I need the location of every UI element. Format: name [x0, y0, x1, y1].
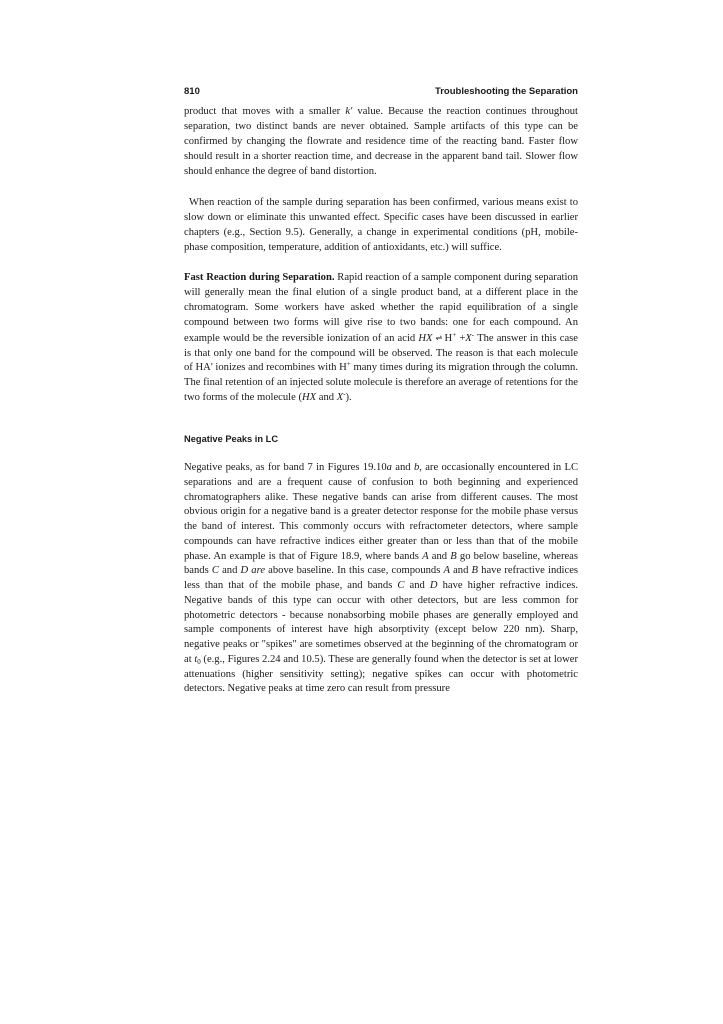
charge-minus: -: [343, 390, 346, 399]
band-label: D are: [240, 565, 266, 577]
band-label: D: [429, 580, 438, 591]
text-run: The answer in this case is that only one band for the compound will be observed. The reason is that each molecule of HA' ionizes and recombines with H: [184, 332, 578, 374]
text-run: Negative peaks, as for band 7 in Figures 19.10: [184, 462, 387, 473]
paragraph-reaction-confirmed: When reaction of the sample during separation has been confirmed, various means exist to slow down or eliminate this unwanted effect. Specific cases have been discussed in earlier chapters (e.g., Section 9.5). Generally, a change in experimental conditions (pH, mobile-phase composition, temperature, addition of antioxidants, etc.) will suffice.: [184, 197, 578, 253]
run-in-heading: Fast Reaction during Separation.: [184, 272, 335, 283]
text-run: and: [404, 580, 430, 591]
text-run: ).: [345, 392, 352, 404]
page-header: [184, 86, 578, 100]
text-run: many times during its migration through the column. The final retention of an injected solute molecule is therefore an average of retentions for the two forms of the molecule (: [184, 362, 579, 404]
text-run: have refractive indices less than that of the mobile phase, and bands: [184, 565, 579, 591]
page-number: 810: [184, 86, 200, 97]
paragraph-negative-peaks: [184, 461, 578, 697]
band-label: B: [471, 565, 479, 577]
band-label: A: [422, 550, 429, 562]
equilibrium-arrows: ⇌: [435, 332, 442, 342]
band-label: A: [443, 565, 450, 577]
text-run: (e.g., Figures 2.24 and 10.5). These are generally found when the detector is set at lower attenuations (higher sensitivity setting); negative spikes can occur with photometric detectors. Negative peaks at time zero can result from pressure: [184, 653, 578, 695]
text-run: and: [428, 550, 451, 562]
running-title: Troubleshooting the Separation: [434, 86, 578, 97]
text-run: have higher refractive indices. Negative bands of this type can occur with other detectors, but are less common for photometric detectors - because nonabsorbing mobile phases are generally employed and sample components of interest have high absorptivity (except below 220 nm). Sharp, negative peaks or "spikes" are sometimes observed at the beginning of the chromatogram or at: [184, 580, 579, 665]
charge-plus: +: [346, 360, 351, 369]
text-run: and: [218, 565, 241, 577]
band-label: B: [450, 550, 457, 562]
text-run: Rapid reaction of a sample component during separation will generally mean the final elution of a single product band, at a different place in the chromatogram. Some workers have asked whether the rapid equilibration of a single compound between two forms will give rise to two bands: one for each compound. An example would be the reversible ionization of an acid: [184, 272, 578, 344]
text-run: product that moves with a smaller: [184, 106, 346, 117]
plus-sign: +: [456, 332, 466, 344]
formula-x: X: [336, 392, 344, 404]
text-run: and: [391, 462, 414, 473]
section-heading: Negative Peaks in LC: [184, 434, 279, 444]
formula-h: H: [441, 332, 453, 344]
k-prime-symbol: k': [345, 106, 353, 117]
paragraph-fast-reaction: [184, 271, 578, 406]
text-run: and: [316, 392, 337, 404]
text-run: above baseline. In this case, compounds: [265, 565, 444, 577]
text-run: are occasionally encountered in LC separations and are a frequent cause of confusion to both beginning and experienced chromatographers alike. These negative bands can arise from different causes. The most obvious origin for a negative band is a greater detector response for the mobile phase versus the band of interest. This commonly occurs with refractometer detectors, where sample compounds can have refractive indices either greater than or less than that of the mobile phase. An example is that of Figure 18.9, where bands: [184, 462, 579, 562]
formula-x: X: [465, 332, 472, 344]
text-run: value. Because the reaction continues throughout separation, two distinct bands are never obtained. Sample artifacts of this type can be confirmed by changing the flowrate and residence time of the reacting band. Faster flow should result in a shorter reaction time, and decrease in the apparent band tail. Slower flow should enhance the degree of band distortion.: [184, 106, 578, 177]
text-run: go below baseline, whereas bands: [184, 550, 579, 577]
formula-hx: HX: [418, 332, 433, 344]
charge-minus: -: [471, 330, 475, 339]
italic-letter: a: [386, 462, 392, 473]
time-zero-subscript: 0: [197, 657, 201, 666]
paragraph-band-tail: [184, 105, 578, 180]
time-zero-symbol: t: [194, 653, 198, 665]
text-run: and: [449, 565, 472, 577]
charge-plus: +: [452, 330, 457, 339]
band-label: C: [211, 565, 219, 577]
italic-letter: b,: [413, 462, 422, 473]
band-label: C: [397, 580, 405, 591]
formula-hx: HX: [301, 392, 317, 404]
